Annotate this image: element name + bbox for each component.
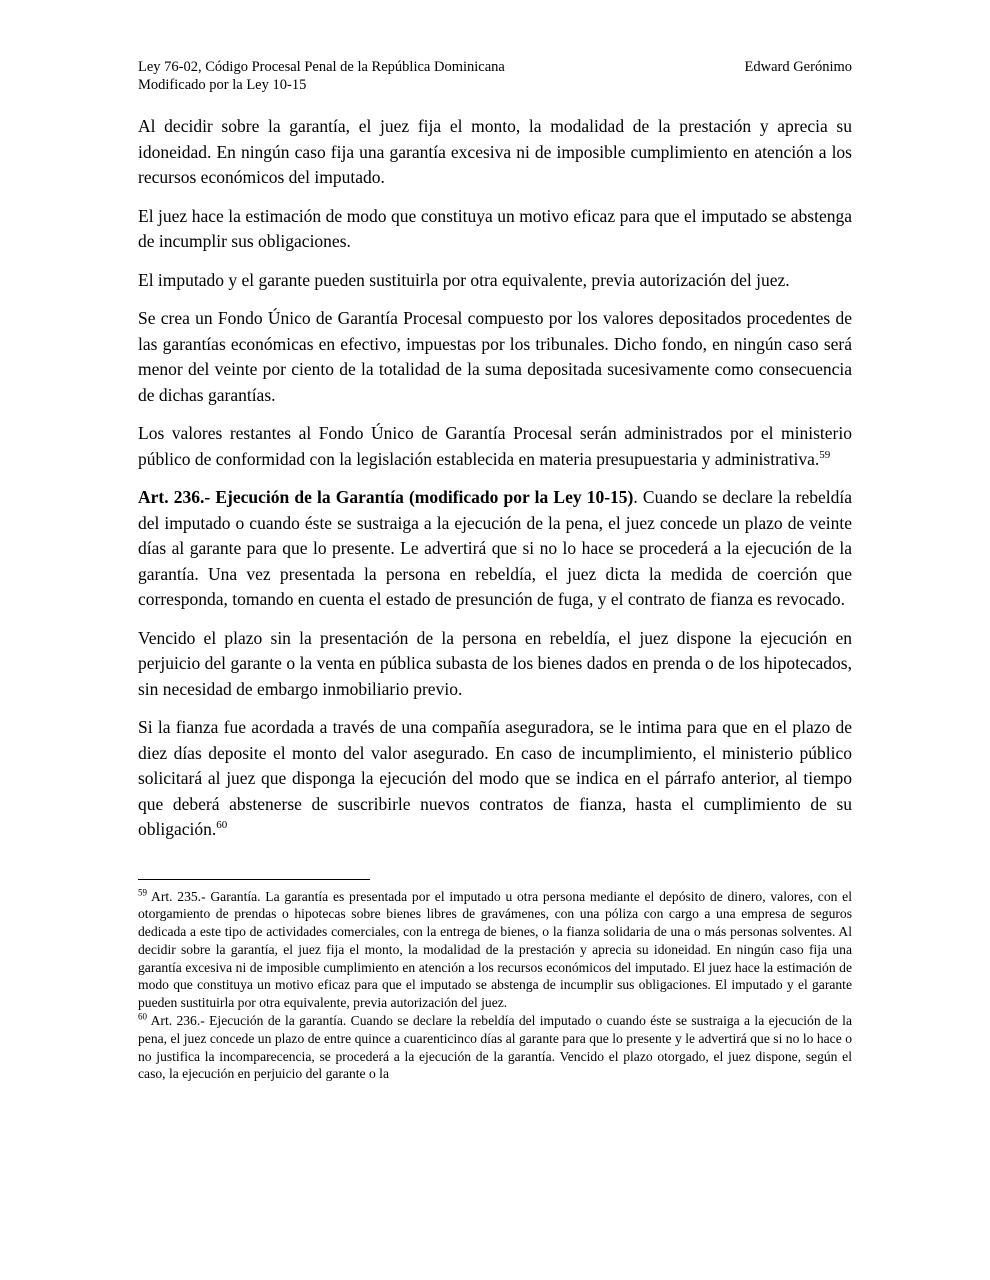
paragraph-with-footnote	[138, 715, 852, 843]
footnotes	[138, 888, 852, 1084]
header-title-block	[138, 58, 505, 94]
footnote-reference-59[interactable]: 59	[819, 448, 831, 461]
header-title-line2: Modificado por la Ley 10-15	[138, 77, 307, 93]
footnote-60	[138, 1012, 852, 1083]
paragraph: El imputado y el garante pueden sustituirla por otra equivalente, previa autorización del juez.	[138, 269, 790, 290]
paragraph-text: Si la fianza fue acordada a través de una compañía aseguradora, se le intima para que en el plazo de diez días deposite el monto del valor asegurado. En caso de incumplimiento, el ministerio público solicitará al juez que disponga la ejecución del modo que se indica en el párrafo anterior, al tiempo que deberá abstenerse de suscribirle nuevos contratos de fianza, hasta el cumplimiento de su obligación.	[138, 717, 852, 839]
footnote-text: Art. 236.- Ejecución de la garantía. Cuando se declare la rebeldía del imputado o cuando éste se sustraiga a la ejecución de la pena, el juez concede un plazo de entre quince a cuarenticinco días al garante para que lo presente y le advertirá que si no lo hace o no justifica la incomparecencia, se procederá a la ejecución de la garantía. Vencido el plazo otorgado, el juez dispone, según el caso, la ejecución en perjuicio del garante o la	[138, 1013, 852, 1082]
paragraph-with-footnote	[138, 421, 852, 472]
page-header	[138, 58, 852, 94]
paragraph: Al decidir sobre la garantía, el juez fija el monto, la modalidad de la prestación y aprecia su idoneidad. En ningún caso fija una garantía excesiva ni de imposible cumplimiento en atención a los recursos económicos del imputado.	[138, 116, 852, 187]
paragraph: Vencido el plazo sin la presentación de la persona en rebeldía, el juez dispone la ejecución en perjuicio del garante o la venta en pública subasta de los bienes dados en prenda o de los hipotecados, sin necesidad de embargo inmobiliario previo.	[138, 627, 852, 699]
footnote-number: 59	[138, 886, 147, 897]
article-236-text: . Cuando se declare la rebeldía del imputado o cuando éste se sustraiga a la ejecución de la pena, el juez concede un plazo de veinte días al garante para que lo presente. Le advertirá que si no lo hace se procederá a la ejecución de la garantía. Una vez presentada la persona en rebeldía, el juez dicta la medida de coerción que corresponda, tomando en cuenta el estado de presunción de fuga, y el contrato de fianza es revocado.	[138, 487, 852, 609]
footnote-text: Art. 235.- Garantía. La garantía es presentada por el imputado u otra persona mediante el depósito de dinero, valores, con el otorgamiento de prendas o hipotecas sobre bienes libres de gravámenes, con una póliza con cargo a una empresa de seguros dedicada a este tipo de actividades comerciales, con la entrega de bienes, o la fianza solidaria de una o más personas solventes. Al decidir sobre la garantía, el juez fija el monto, la modalidad de la prestación y aprecia su idoneidad. En ningún caso fija una garantía excesiva ni de imposible cumplimiento en atención a los recursos económicos del imputado. El juez hace la estimación de modo que constituya un motivo eficaz para que el imputado se abstenga de incumplir sus obligaciones. El imputado y el garante pueden sustituirla por otra equivalente, previa autorización del juez.	[138, 888, 852, 1011]
footnote-number: 60	[138, 1011, 147, 1022]
footnote-reference-60[interactable]: 60	[216, 819, 228, 832]
header-author: Edward Gerónimo	[744, 59, 852, 75]
article-236-heading: Art. 236.- Ejecución de la Garantía (modificado por la Ley 10-15)	[138, 487, 634, 507]
document-page	[138, 58, 852, 1083]
article-236-paragraph	[138, 485, 852, 613]
paragraph: El juez hace la estimación de modo que constituya un motivo eficaz para que el imputado se abstenga de incumplir sus obligaciones.	[138, 205, 852, 251]
header-title-line1: Ley 76-02, Código Procesal Penal de la República Dominicana	[138, 59, 505, 75]
body-text	[138, 114, 852, 843]
paragraph-text: Los valores restantes al Fondo Único de Garantía Procesal serán administrados por el ministerio público de conformidad con la legislación establecida en materia presupuestaria y administrativa.	[138, 423, 852, 469]
footnote-separator	[138, 879, 370, 880]
paragraph: Se crea un Fondo Único de Garantía Procesal compuesto por los valores depositados procedentes de las garantías económicas en efectivo, impuestas por los tribunales. Dicho fondo, en ningún caso será menor del veinte por ciento de la totalidad de la suma depositada sucesivamente como consecuencia de dichas garantías.	[138, 308, 852, 405]
footnote-59	[138, 888, 852, 1013]
